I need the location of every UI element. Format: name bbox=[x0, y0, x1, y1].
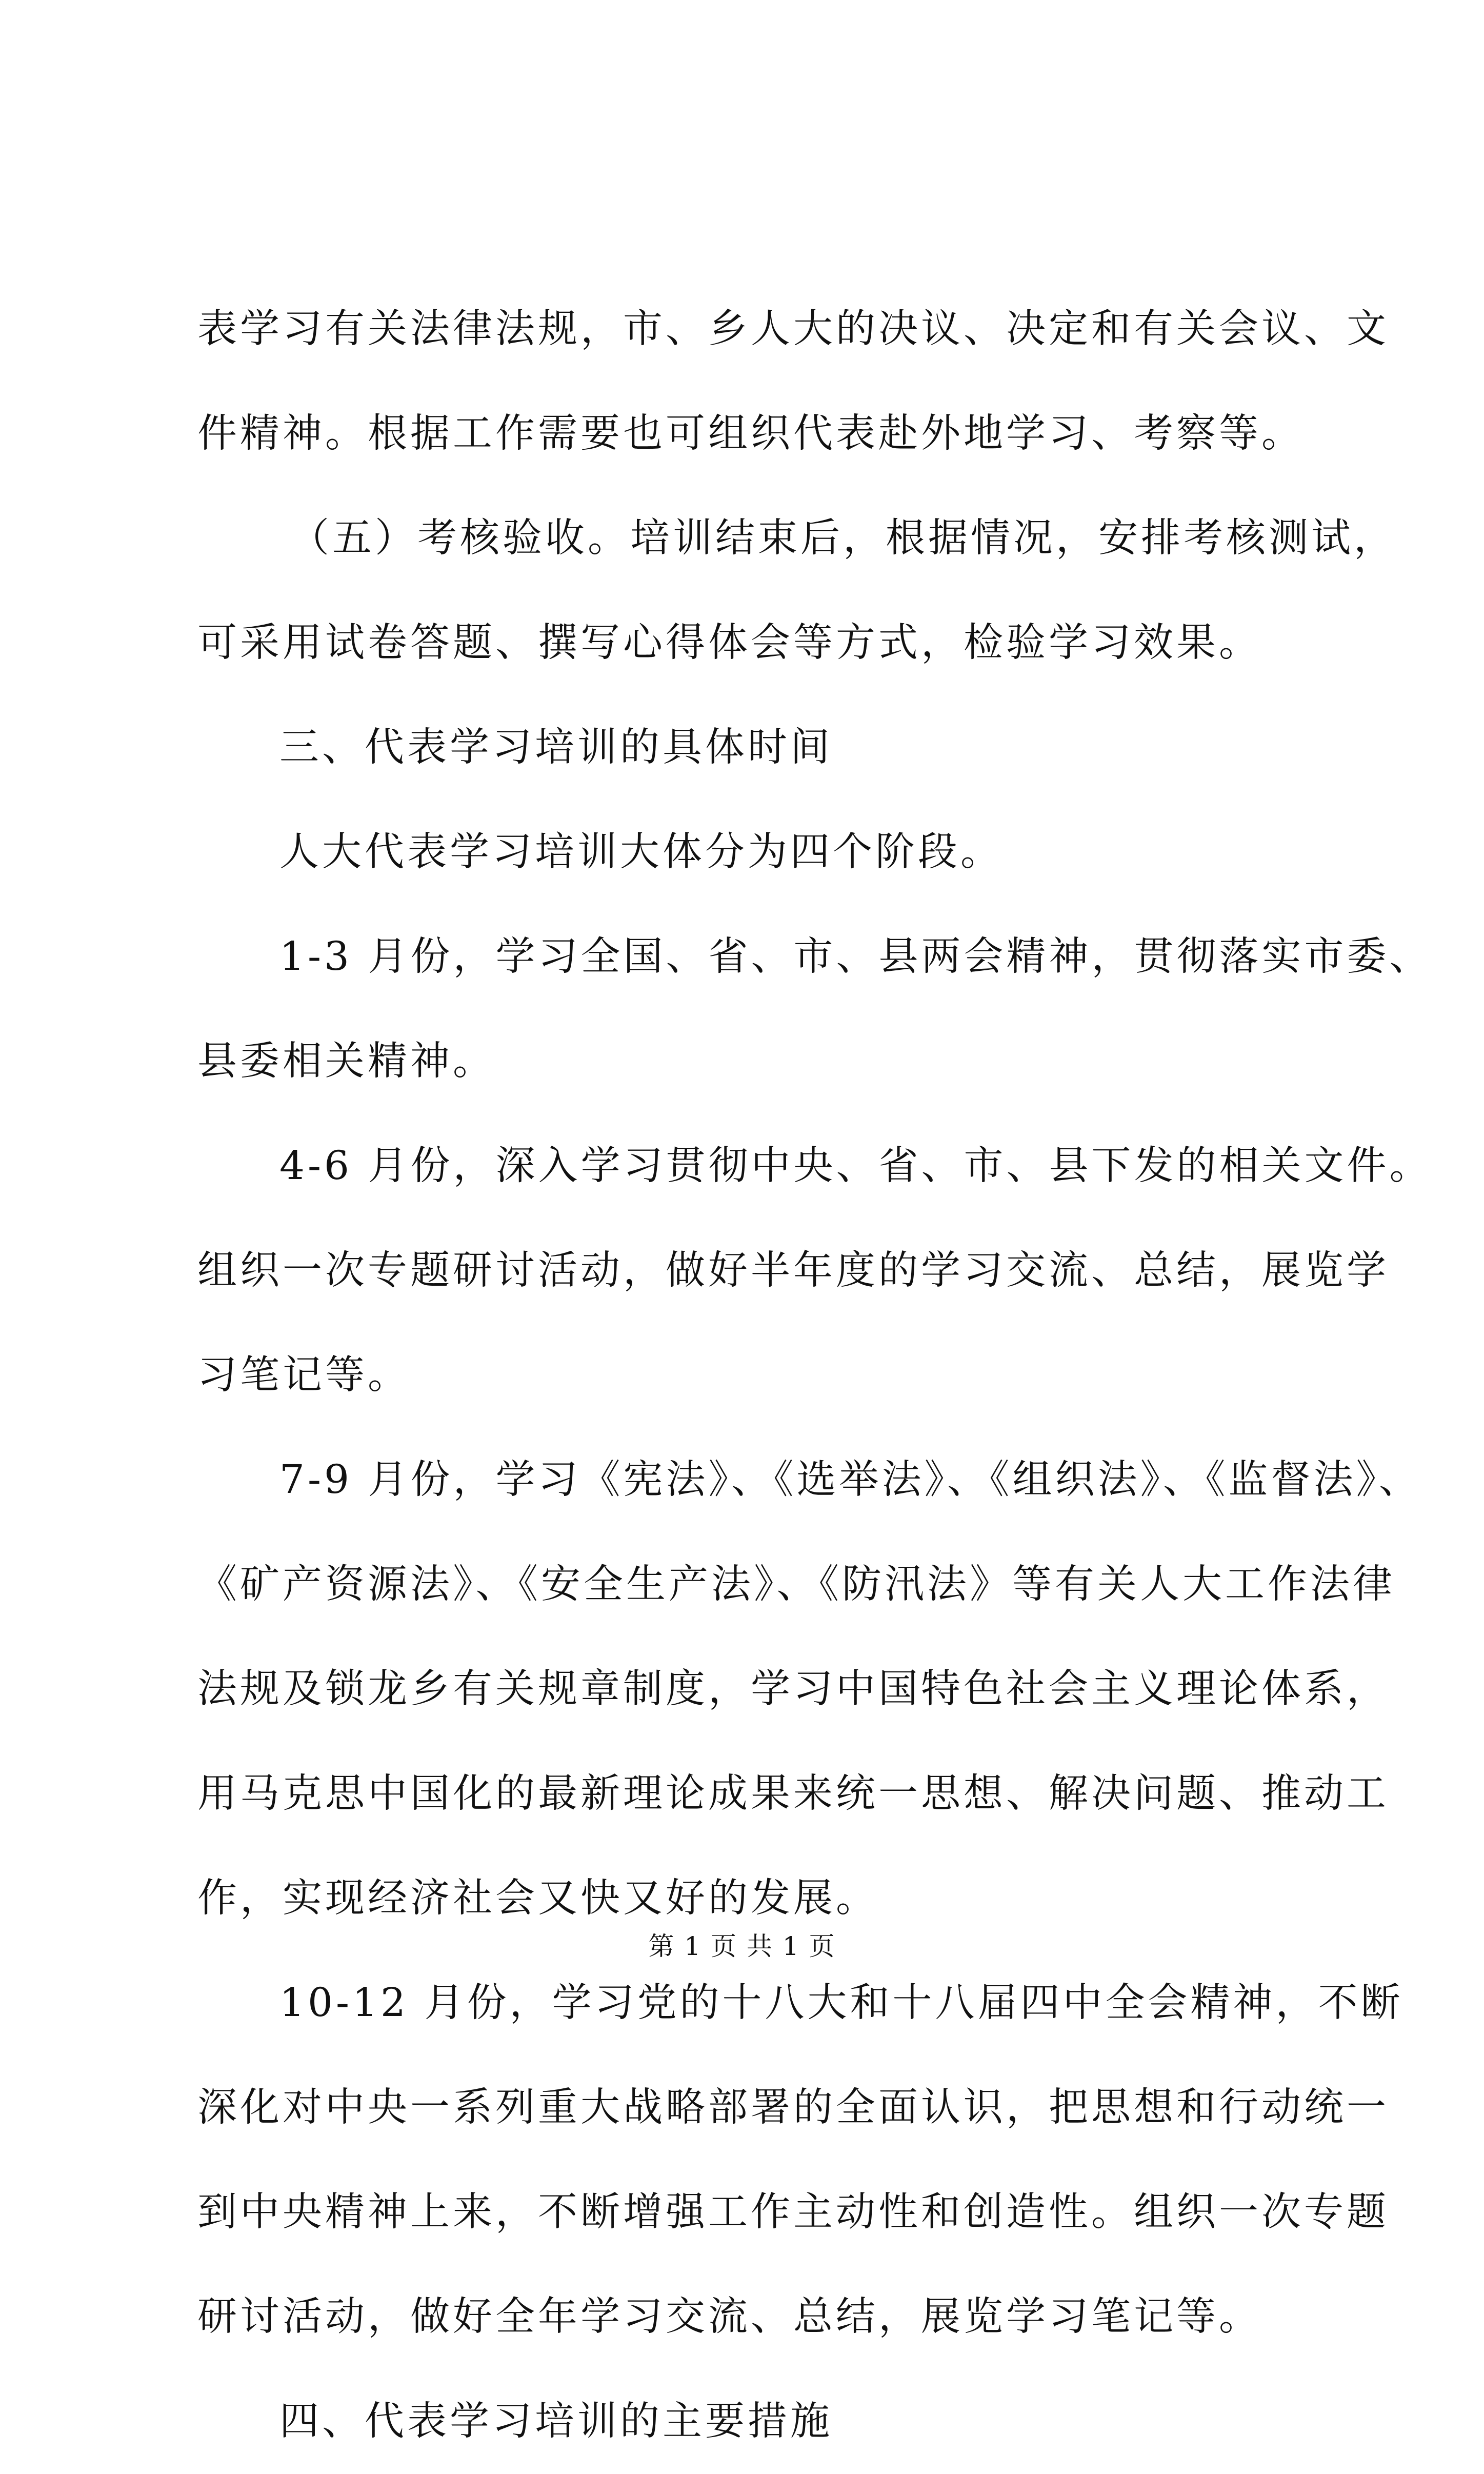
text-line: 1-3 月份，学习全国、省、市、县两会精神，贯彻落实市委、 bbox=[279, 934, 1432, 980]
text-line: 深化对中央一系列重大战略部署的全面认识，把思想和行动统一 bbox=[197, 2085, 1389, 2130]
text-line: 习笔记等。 bbox=[197, 1352, 410, 1398]
document-body bbox=[197, 277, 1432, 2474]
text-line: 研讨活动，做好全年学习交流、总结，展览学习笔记等。 bbox=[197, 2294, 1261, 2340]
text-line: 法规及锁龙乡有关规章制度，学习中国特色社会主义理论体系， bbox=[197, 1666, 1389, 1712]
section-heading: 三、代表学习培训的具体时间 bbox=[279, 725, 833, 770]
text-line: 作，实现经济社会又快又好的发展。 bbox=[197, 1876, 878, 1921]
text-line: 件精神。根据工作需要也可组织代表赴外地学习、考察等。 bbox=[197, 411, 1304, 456]
text-line: 可采用试卷答题、撰写心得体会等方式，检验学习效果。 bbox=[197, 620, 1261, 666]
text-line: 10-12 月份，学习党的十八大和十八届四中全会精神，不断 bbox=[279, 1980, 1403, 2026]
text-line: 到中央精神上来，不断增强工作主动性和创造性。组织一次专题 bbox=[197, 2189, 1389, 2235]
text-line: 用马克思中国化的最新理论成果来统一思想、解决问题、推动工 bbox=[197, 1771, 1389, 1817]
text-line: 4-6 月份，深入学习贯彻中央、省、市、县下发的相关文件。 bbox=[279, 1143, 1432, 1189]
text-line: 县委相关精神。 bbox=[197, 1039, 495, 1084]
section-heading: 四、代表学习培训的主要措施 bbox=[279, 2399, 833, 2444]
text-line: 组织一次专题研讨活动，做好半年度的学习交流、总结，展览学 bbox=[197, 1248, 1389, 1293]
page-footer: 第 1 页 共 1 页 bbox=[648, 1931, 836, 1961]
text-line: 人大代表学习培训大体分为四个阶段。 bbox=[279, 829, 1003, 875]
text-line: （五）考核验收。培训结束后，根据情况，安排考核测试， bbox=[290, 515, 1396, 561]
text-line: 7-9 月份，学习《宪法》、《选举法》、《组织法》、《监督法》、 bbox=[279, 1457, 1421, 1503]
text-line: 表学习有关法律法规，市、乡人大的决议、决定和有关会议、文 bbox=[197, 306, 1389, 352]
text-line: 《矿产资源法》、《安全生产法》、《防汛法》等有关人大工作法律 bbox=[197, 1562, 1395, 1607]
